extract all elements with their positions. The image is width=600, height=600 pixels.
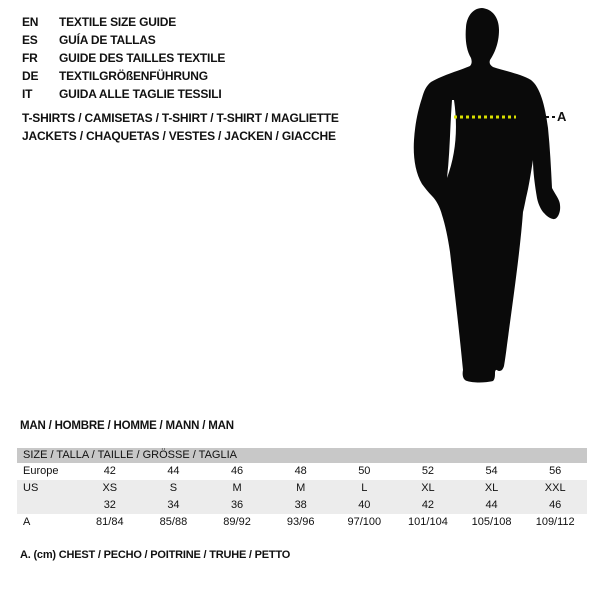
size-cell: 32 [103, 499, 116, 511]
row-label: Europe [23, 465, 59, 477]
row-label [17, 497, 78, 514]
size-table [17, 448, 587, 531]
size-cell: 34 [167, 499, 180, 511]
size-cell: 56 [549, 465, 562, 477]
measure-label-a: A [557, 109, 567, 124]
size-cell: M [232, 482, 242, 494]
category-jackets: JACKETS / CHAQUETAS / VESTES / JACKEN / GIACCHE [22, 129, 336, 143]
language-code: IT [22, 87, 33, 101]
size-cell: 109/112 [535, 516, 575, 528]
language-code: EN [22, 15, 39, 29]
size-cell: 85/88 [159, 516, 188, 528]
size-cell: 89/92 [223, 516, 251, 528]
category-tshirts: T-SHIRTS / CAMISETAS / T-SHIRT / T-SHIRT / MAGLIETTE [22, 111, 339, 125]
size-cell: XS [102, 482, 118, 494]
size-cell: XL [484, 482, 499, 494]
table-row-europe [17, 463, 587, 480]
size-cell: 97/100 [347, 516, 382, 528]
language-title: TEXTILE SIZE GUIDE [59, 15, 177, 29]
row-label: US [23, 482, 39, 494]
language-code: FR [22, 51, 38, 65]
garment-categories [22, 109, 339, 145]
man-silhouette [405, 0, 570, 400]
table-row-us-letters [17, 480, 587, 497]
size-cell: 42 [421, 499, 435, 511]
language-list [22, 13, 225, 103]
language-title: GUIDE DES TAILLES TEXTILE [59, 51, 226, 65]
language-title: GUIDA ALLE TAGLIE TESSILI [59, 87, 222, 101]
table-header: SIZE / TALLA / TAILLE / GRÖSSE / TAGLIA [17, 448, 587, 463]
size-cell: 52 [421, 465, 435, 477]
size-cell: 50 [358, 465, 371, 477]
size-cell: 81/84 [96, 516, 124, 528]
language-row-de [22, 67, 225, 85]
table-row-chest-cm [17, 514, 587, 531]
measurement-footnote: A. (cm) CHEST / PECHO / POITRINE / TRUHE / PETTO [20, 549, 291, 561]
language-code: DE [22, 69, 39, 83]
size-cell: 54 [485, 465, 498, 477]
size-cell: 48 [294, 465, 307, 477]
man-figure [405, 0, 570, 400]
size-cell: 46 [230, 465, 244, 477]
size-cell: L [361, 482, 368, 494]
language-title: GUÍA DE TALLAS [59, 33, 156, 47]
size-cell: 46 [549, 499, 562, 511]
table-row-us-numbers [17, 497, 587, 514]
size-cell: 36 [230, 499, 244, 511]
size-cell: 44 [167, 465, 180, 477]
row-label: A [23, 516, 31, 528]
language-row-es [22, 31, 225, 49]
size-cell: S [169, 482, 178, 494]
size-cell: 93/96 [286, 516, 315, 528]
size-cell: 105/108 [471, 516, 512, 528]
size-cell: XXL [544, 482, 566, 494]
language-code: ES [22, 33, 38, 47]
section-title: MAN / HOMBRE / HOMME / MANN / MAN [20, 420, 234, 432]
language-row-en [22, 13, 225, 31]
language-row-fr [22, 49, 225, 67]
size-cell: XL [421, 482, 435, 494]
silhouette-body [414, 8, 560, 383]
size-cell: 42 [103, 465, 116, 477]
language-row-it [22, 85, 225, 103]
size-cell: M [296, 482, 306, 494]
language-title: TEXTILGRÖßENFÜHRUNG [59, 69, 208, 83]
size-cell: 44 [485, 499, 498, 511]
size-cell: 38 [294, 499, 307, 511]
size-cell: 40 [358, 499, 371, 511]
size-cell: 101/104 [408, 516, 448, 528]
